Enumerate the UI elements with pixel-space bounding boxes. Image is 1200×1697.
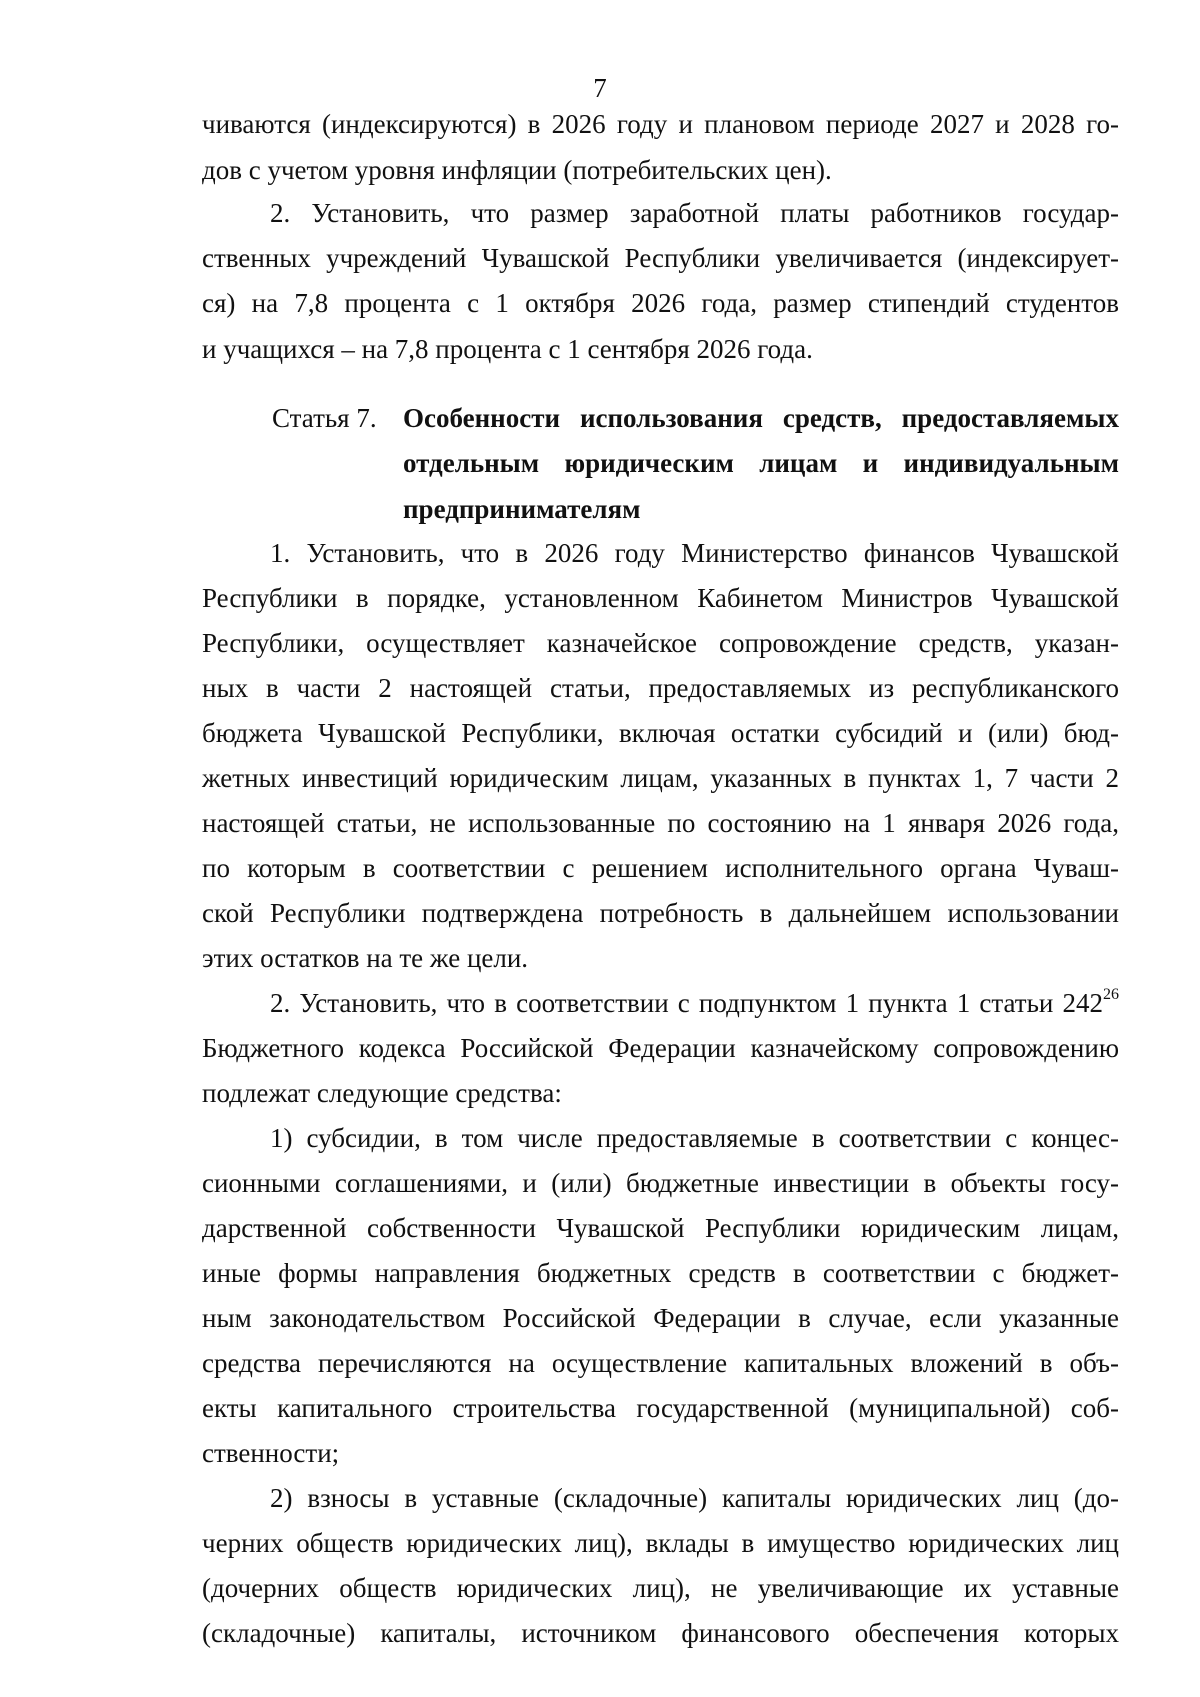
text-line: 1. Установить, что в 2026 году Министерство финансов Чувашской: [270, 538, 1119, 568]
article-label: Статья 7.: [272, 403, 377, 433]
text-line: Республики в порядке, установленном Кабинетом Министров Чувашской: [202, 583, 1119, 613]
text-line: и учащихся – на 7,8 процента с 1 сентября 2026 года.: [202, 334, 813, 364]
text-line: чиваются (индексируются) в 2026 году и плановом периоде 2027 и 2028 го-: [202, 109, 1119, 139]
text-line: ской Республики подтверждена потребность в дальнейшем использовании: [202, 898, 1119, 928]
text-line: бюджета Чувашской Республики, включая остатки субсидий и (или) бюд-: [202, 718, 1119, 748]
article-title-line: предпринимателям: [403, 494, 641, 524]
text-line: подлежат следующие средства:: [202, 1078, 562, 1108]
text-line: ственных учреждений Чувашской Республики увеличивается (индексирует-: [202, 243, 1119, 273]
text-line: средства перечисляются на осуществление капитальных вложений в объ-: [202, 1348, 1119, 1378]
text-line: 2. Установить, что размер заработной платы работников государ-: [270, 198, 1119, 228]
text-line: 1) субсидии, в том числе предоставляемые в соответствии с концес-: [270, 1123, 1119, 1153]
text-line: (складочные) капиталы, источником финансового обеспечения которых: [202, 1618, 1119, 1648]
text-line: сионными соглашениями, и (или) бюджетные инвестиции в объекты госу-: [202, 1168, 1119, 1198]
text-line: дарственной собственности Чувашской Республики юридическим лицам,: [202, 1213, 1119, 1243]
text-segment: 2. Установить, что в соответствии с подпунктом 1 пункта 1 статьи 242: [270, 988, 1103, 1018]
text-line: ных в части 2 настоящей статьи, предоставляемых из республиканского: [202, 673, 1119, 703]
text-line: иные формы направления бюджетных средств в соответствии с бюджет-: [202, 1258, 1119, 1288]
text-line: [270, 983, 1119, 1023]
text-line: ственности;: [202, 1438, 340, 1468]
text-line: по которым в соответствии с решением исполнительного органа Чуваш-: [202, 853, 1119, 883]
text-line: (дочерних обществ юридических лиц), не увеличивающие их уставные: [202, 1573, 1119, 1603]
text-line: ным законодательством Российской Федерации в случае, если указанные: [202, 1303, 1119, 1333]
text-line: настоящей статьи, не использованные по состоянию на 1 января 2026 года,: [202, 808, 1119, 838]
text-line: черних обществ юридических лиц), вклады в имущество юридических лиц: [202, 1528, 1119, 1558]
text-line: Республики, осуществляет казначейское сопровождение средств, указан-: [202, 628, 1119, 658]
article-title-line: отдельным юридическим лицам и индивидуальным: [403, 448, 1119, 478]
text-line: Бюджетного кодекса Российской Федерации казначейскому сопровождению: [202, 1033, 1119, 1063]
article-title-line: Особенности использования средств, предоставляемых: [403, 403, 1119, 433]
text-line: жетных инвестиций юридическим лицам, указанных в пунктах 1, 7 части 2: [202, 763, 1119, 793]
text-line: дов с учетом уровня инфляции (потребительских цен).: [202, 155, 832, 185]
text-line: екты капитального строительства государственной (муниципальной) соб-: [202, 1393, 1119, 1423]
page-number: 7: [593, 73, 607, 103]
text-line: этих остатков на те же цели.: [202, 943, 529, 973]
superscript: 26: [1103, 986, 1119, 1003]
text-line: ся) на 7,8 процента с 1 октября 2026 года, размер стипендий студентов: [202, 288, 1119, 318]
text-line: 2) взносы в уставные (складочные) капиталы юридических лиц (до-: [270, 1483, 1119, 1513]
